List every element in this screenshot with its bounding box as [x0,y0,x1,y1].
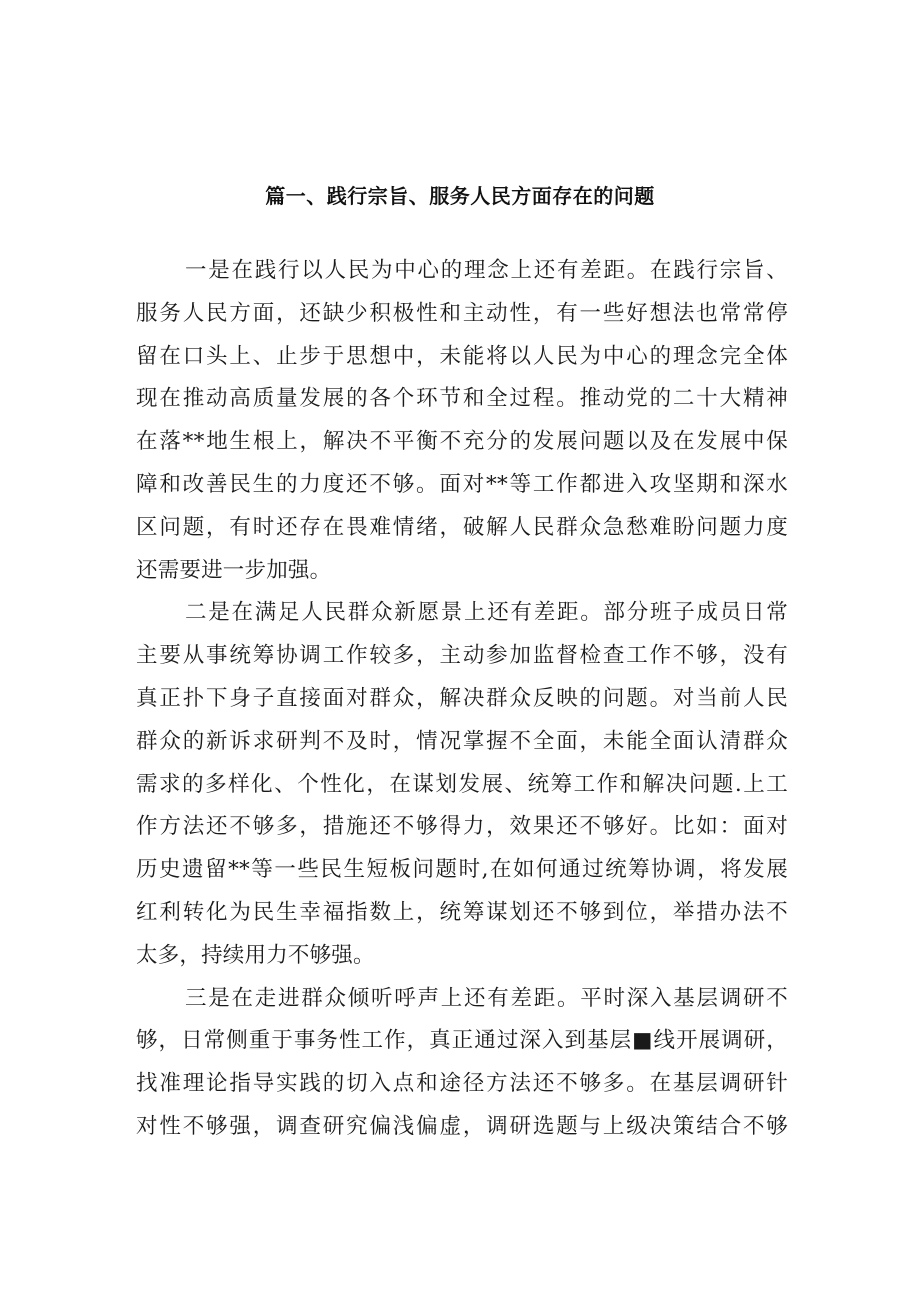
text-line: 三是在走进群众倾听呼声上还有差距。平时深入基层调研不 [185,985,788,1011]
text-line: 还需要进一步加强。 [136,557,332,583]
text-line: 真正扑下身子直接面对群众，解决群众反映的问题。对当前人民 [136,685,788,711]
text-line: 障和改善民生的力度还不够。面对**等工作都进入攻坚期和深水 [136,471,788,497]
text-line: 二是在满足人民群众新愿景上还有差距。部分班子成员日常 [185,600,788,626]
text-line: 太多，持续用力不够强。 [136,942,375,968]
text-line: 作方法还不够多，措施还不够得力，效果还不够好。比如：面对 [136,814,788,840]
text-line: 需求的多样化、个性化，在谋划发展、统筹工作和解决问题.上工 [136,771,788,797]
text-line: 红利转化为民生幸福指数上，统筹谋划还不够到位，举措办法不 [136,899,788,925]
document-title: 篇一、践行宗旨、服务人民方面存在的问题 [265,184,655,208]
text-line: 现在推动高质量发展的各个环节和全过程。推动党的二十大精神 [136,386,788,412]
text-line: 对性不够强，调查研究偏浅偏虚，调研选题与上级决策结合不够 [136,1113,788,1139]
paragraph-2 [136,592,788,977]
text-line: 在落**地生根上，解决不平衡不充分的发展问题以及在发展中保 [136,429,788,455]
paragraph-3 [136,978,788,1149]
text-line: 历史遗留**等一些民生短板问题时,在如何通过统筹协调，将发展 [136,857,788,883]
text-line: 够，日常侧重于事务性工作，真正通过深入到基层■线开展调研， [136,1028,788,1054]
text-line: 留在口头上、止步于思想中，未能将以人民为中心的理念完全体 [136,343,788,369]
text-line: 群众的新诉求研判不及时，情况掌握不全面，未能全面认清群众 [136,728,788,754]
text-line: 主要从事统筹协调工作较多，主动参加监督检查工作不够，没有 [136,643,788,669]
text-line: 找准理论指导实践的切入点和途径方法还不够多。在基层调研针 [136,1071,788,1097]
text-line: 一是在践行以人民为中心的理念上还有差距。在践行宗旨、 [185,258,788,283]
document-body [136,250,788,1149]
text-line: 区问题，有时还存在畏难情绪，破解人民群众急愁难盼问题力度 [136,514,788,540]
text-line: 服务人民方面，还缺少积极性和主动性，有一些好想法也常常停 [136,300,788,326]
paragraph-1 [136,250,788,592]
